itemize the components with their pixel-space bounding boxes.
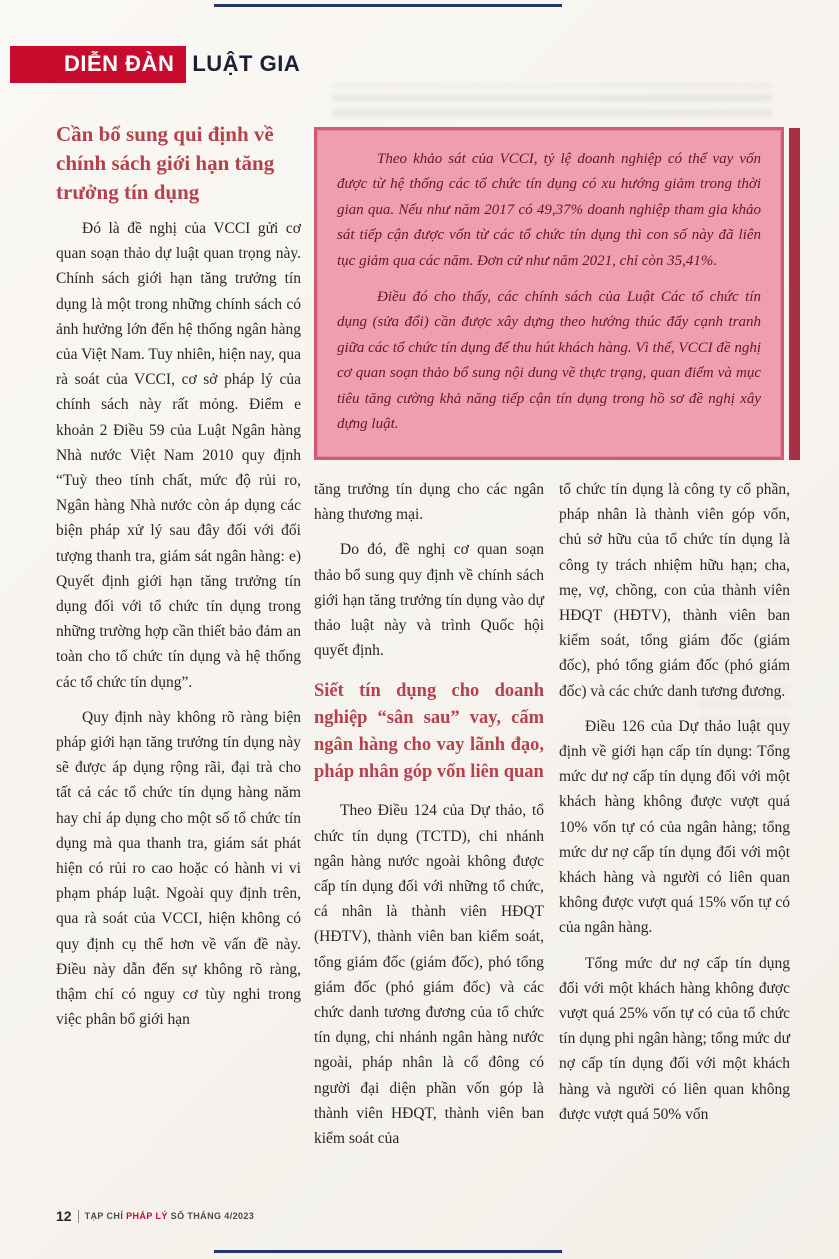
print-bleed-artifact xyxy=(332,84,772,124)
masthead-journal-label: LUẬT GIA xyxy=(192,51,301,76)
body-column-left xyxy=(56,216,301,1033)
page-footer xyxy=(56,1208,254,1224)
print-rule-bottom xyxy=(214,1250,562,1253)
paragraph: Tổng mức dư nợ cấp tín dụng đối với một khách hàng không được vượt quá 25% vốn tự có của tổ chức tín dụng phi ngân hàng; tổng mức dư nợ cấp tín dụng đối với một khách hàng và người có liên quan không được vượt quá 50% vốn xyxy=(559,954,790,1123)
paragraph: Điều 126 của Dự thảo luật quy định về giới hạn cấp tín dụng: Tổng mức dư nợ cấp tín dụng đối với một khách hàng không được vượt quá 10% vốn tự có của ngân hàng; tổng mức dư nợ cấp tín dụng đối với một khách hàng và người có liên quan không được vượt quá 15% vốn tự có của ngân hàng. xyxy=(559,717,790,937)
article-title: Cần bổ sung qui định về chính sách giới hạn tăng trưởng tín dụng xyxy=(56,122,275,204)
paragraph: Đó là đề nghị của VCCI gửi cơ quan soạn thảo dự luật quan trọng này. Chính sách giới hạn tăng trưởng tín dụng là một trong những chính sách có ảnh hưởng lớn đến hệ thống ngân hàng của Việt Nam. Tuy nhiên, hiện nay, qua rà soát của VCCI, cơ sở pháp lý của chính sách này rất mỏng. Điểm e khoản 2 Điều 59 của Luật Ngân hàng Nhà nước Việt Nam 2010 quy định “Tuỳ theo tính chất, mức độ rủi ro, Ngân hàng Nhà nước còn áp dụng các biện pháp xử lý sau đây đối với đối tượng thanh tra, giám sát ngân hàng: e) Quyết định giới hạn tăng trưởng tín dụng đối với tổ chức tín dụng trong những trường hợp cần thiết bảo đảm an toàn cho tổ chức tín dụng và hệ thống các tổ chức tín dụng”. xyxy=(56,220,301,691)
highlight-box xyxy=(314,127,784,460)
footer-divider xyxy=(78,1210,79,1223)
page-bleed-band xyxy=(789,128,800,460)
page-number: 12 xyxy=(56,1208,72,1224)
journal-line xyxy=(85,1211,255,1221)
body-column-middle xyxy=(314,477,544,1151)
body-column-right xyxy=(559,477,790,1127)
paragraph: Quy định này không rõ ràng biện pháp giới hạn tăng trưởng tín dụng này sẽ được áp dụng rộng rãi, đại trà cho tất cả các tổ chức tín dụng hàng năm hay chỉ áp dụng cho một số tổ chức tín dụng mà qua thanh tra, giám sát phát hiện có rủi ro cao hoặc có hành vi vi phạm pháp luật. Ngoài quy định trên, qua rà soát của VCCI, hiện không có quy định cụ thể hơn về vấn đề này. Điều này dẫn đến sự không rõ ràng, thậm chí có nguy cơ tùy nghi trong việc phân bổ giới hạn xyxy=(56,708,301,1029)
highlight-paragraph: Theo khảo sát của VCCI, tỷ lệ doanh nghiệp có thể vay vốn được từ hệ thống các tổ chức tín dụng có xu hướng giảm trong thời gian qua. Nếu như năm 2017 có 49,37% doanh nghiệp tham gia khảo sát tiếp cận được vốn từ các tổ chức tín dụng thì con số này đã liên tục giảm qua các năm. Đơn cử như năm 2021, chỉ còn 35,41%. xyxy=(337,151,761,269)
paragraph: Theo Điều 124 của Dự thảo, tổ chức tín dụng (TCTD), chi nhánh ngân hàng nước ngoài không được cấp tín dụng đối với những tổ chức, cá nhân là thành viên HĐQT (HĐTV), thành viên ban kiểm soát, tổng giám đốc (giám đốc), phó tổng giám đốc (phó giám đốc) và các chức danh tương đương của tổ chức tín dụng, chi nhánh ngân hàng nước ngoài, pháp nhân là cổ đông có người đại diện phần vốn góp là thành viên HĐQT, thành viên ban kiểm soát của xyxy=(314,802,544,1148)
paragraph: Do đó, đề nghị cơ quan soạn thảo bổ sung quy định về chính sách giới hạn tăng trưởng tín dụng vào dự thảo luật này và trình Quốc hội quyết định. xyxy=(314,541,544,660)
journal-name: PHÁP LÝ xyxy=(126,1211,168,1221)
journal-suffix: SỐ THÁNG 4/2023 xyxy=(167,1211,255,1221)
paragraph: tổ chức tín dụng là công ty cổ phần, pháp nhân là thành viên góp vốn, chủ sở hữu của tổ chức tín dụng là công ty trách nhiệm hữu hạn; cha, mẹ, vợ, chồng, con của thành viên HĐQT (HĐTV), thành viên ban kiểm soát, tổng giám đốc (giám đốc), phó tổng giám đốc (phó giám đốc) và các chức danh tương đương. xyxy=(559,481,790,700)
paragraph: tăng trưởng tín dụng cho các ngân hàng thương mại. xyxy=(314,481,544,524)
journal-prefix: TẠP CHÍ xyxy=(84,1211,127,1221)
masthead xyxy=(10,46,310,83)
print-rule-top xyxy=(214,4,562,7)
masthead-forum-label: DIỄN ĐÀN xyxy=(10,46,186,83)
highlight-paragraph: Điều đó cho thấy, các chính sách của Luật Các tổ chức tín dụng (sửa đổi) cần được xây dựng theo hướng thúc đẩy cạnh tranh giữa các tổ chức tín dụng để thu hút khách hàng. Vì thế, VCCI đề nghị cơ quan soạn thảo bổ sung nội dung về thực trạng, quan điểm và mục tiêu tăng cường khả năng tiếp cận tín dụng trong hồ sơ đề nghị xây dựng luật. xyxy=(337,289,761,433)
section-subheading: Siết tín dụng cho doanh nghiệp “sân sau” vay, cấm ngân hàng cho vay lãnh đạo, pháp nhân góp vốn liên quan xyxy=(314,681,544,783)
